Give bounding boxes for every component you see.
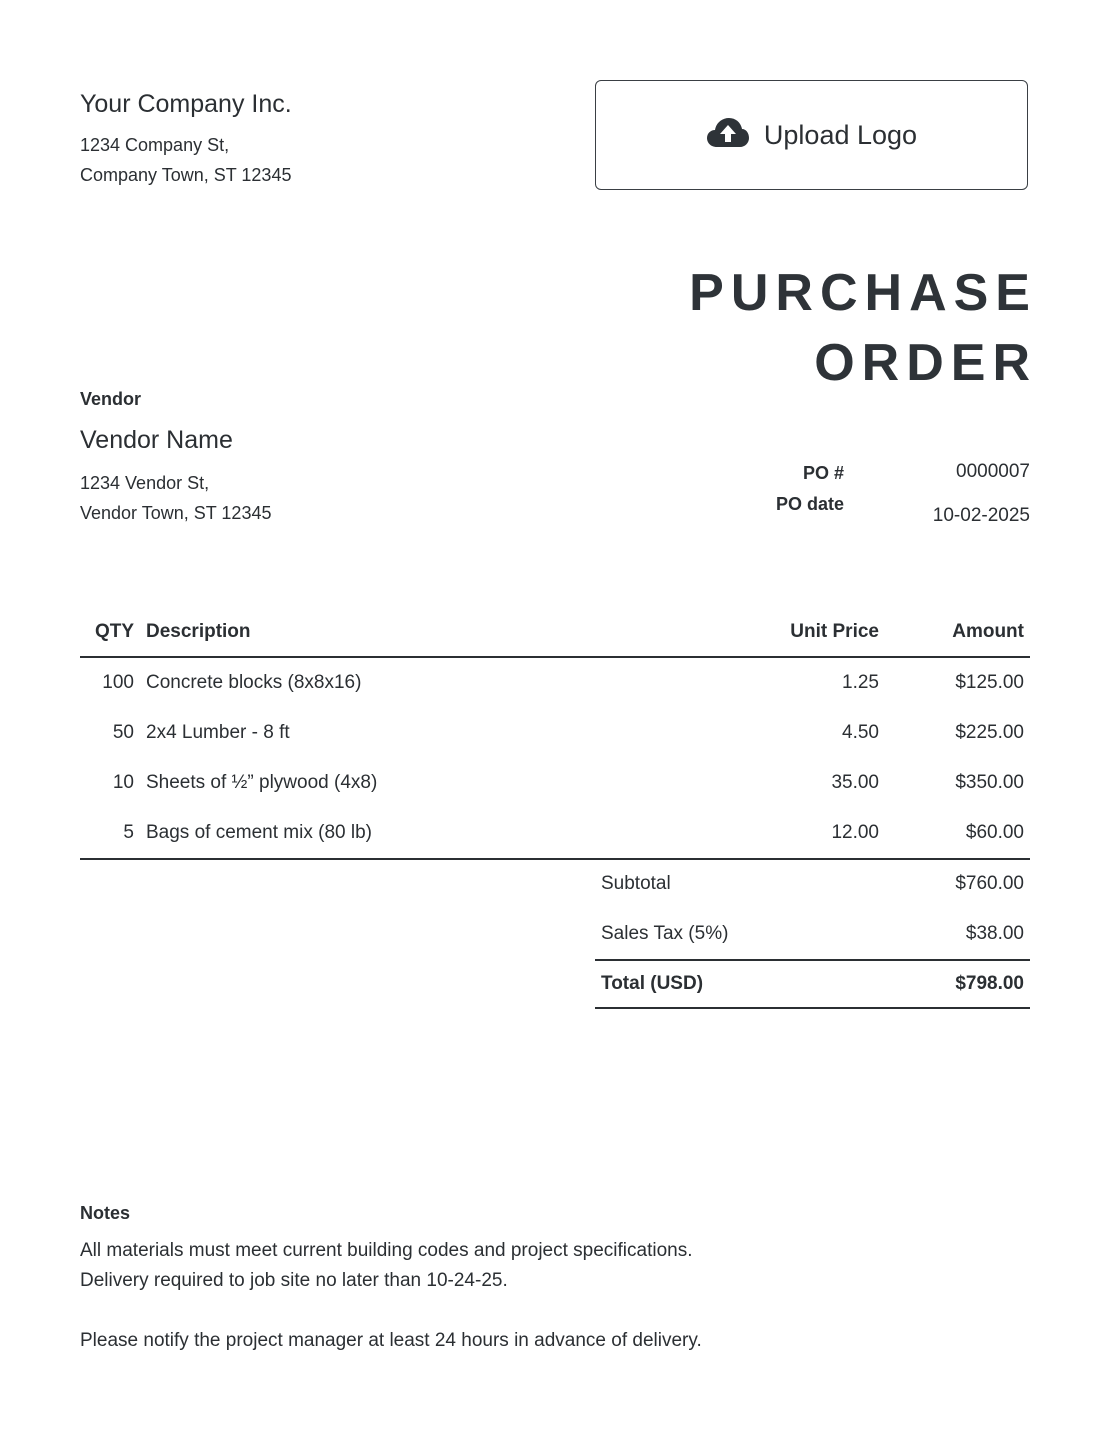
company-address-line2: Company Town, ST 12345: [80, 165, 292, 185]
notes-body: [80, 1236, 702, 1356]
row-unit-price: 1.25: [842, 672, 879, 693]
upload-logo-button[interactable]: [595, 80, 1028, 190]
po-date-label: PO date: [775, 494, 844, 514]
row-unit-price: 35.00: [831, 772, 879, 793]
row-amount: $125.00: [955, 672, 1024, 693]
table-row: [80, 758, 1030, 808]
row-description: Sheets of ½” plywood (4x8): [146, 772, 378, 793]
company-name: Your Company Inc.: [80, 90, 292, 118]
row-description: 2x4 Lumber - 8 ft: [146, 722, 290, 743]
total-row: [595, 960, 1030, 1008]
po-date: 10-02-2025: [932, 505, 1030, 526]
table-row: [80, 808, 1030, 859]
header-description: Description: [146, 621, 251, 642]
row-unit-price: 12.00: [831, 822, 879, 843]
row-unit-price: 4.50: [842, 722, 879, 743]
vendor-label: Vendor: [80, 389, 142, 409]
header-amount: Amount: [952, 621, 1024, 642]
row-qty: 100: [102, 672, 134, 693]
row-qty: 5: [123, 822, 134, 843]
table-row: [80, 657, 1030, 708]
header-unit-price: Unit Price: [790, 621, 879, 642]
vendor-address: [80, 468, 271, 528]
vendor-name: Vendor Name: [80, 426, 233, 454]
notes-line3: Please notify the project manager at least 24 hours in advance of delivery.: [80, 1330, 702, 1351]
subtotal-value: $760.00: [955, 873, 1024, 894]
row-description: Bags of cement mix (80 lb): [146, 822, 372, 843]
total-label: Total (USD): [601, 973, 704, 994]
company-address-line1: 1234 Company St,: [80, 135, 230, 155]
totals-table: [595, 859, 1030, 1009]
document-title: [689, 258, 1037, 398]
row-amount: $350.00: [955, 772, 1024, 793]
total-value: $798.00: [955, 973, 1024, 994]
header-qty: QTY: [94, 621, 134, 642]
subtotal-label: Subtotal: [601, 873, 671, 894]
upload-logo-label: Upload Logo: [763, 119, 918, 150]
po-number: 0000007: [956, 461, 1030, 482]
notes-line2: Delivery required to job site no later than 10-24-25.: [80, 1270, 508, 1291]
row-qty: 10: [112, 772, 134, 793]
row-qty: 50: [112, 722, 134, 743]
tax-label: Sales Tax (5%): [601, 923, 729, 944]
cloud-upload-icon: [706, 117, 750, 154]
vendor-address-line1: 1234 Vendor St,: [80, 473, 210, 493]
title-line1: PURCHASE: [689, 264, 1037, 322]
notes-line1: All materials must meet current building codes and project specifications.: [80, 1240, 693, 1261]
company-address: [80, 130, 291, 190]
tax-row: [595, 909, 1030, 960]
notes-label: Notes: [80, 1203, 131, 1223]
row-description: Concrete blocks (8x8x16): [146, 672, 362, 693]
title-line2: ORDER: [814, 334, 1037, 392]
subtotal-row: [595, 859, 1030, 909]
tax-value: $38.00: [965, 923, 1024, 944]
row-amount: $225.00: [955, 722, 1024, 743]
table-row: [80, 708, 1030, 758]
items-table: [80, 608, 1030, 860]
row-amount: $60.00: [965, 822, 1024, 843]
vendor-address-line2: Vendor Town, ST 12345: [80, 503, 272, 523]
po-number-label: PO #: [802, 463, 844, 483]
table-header-row: [80, 608, 1030, 657]
